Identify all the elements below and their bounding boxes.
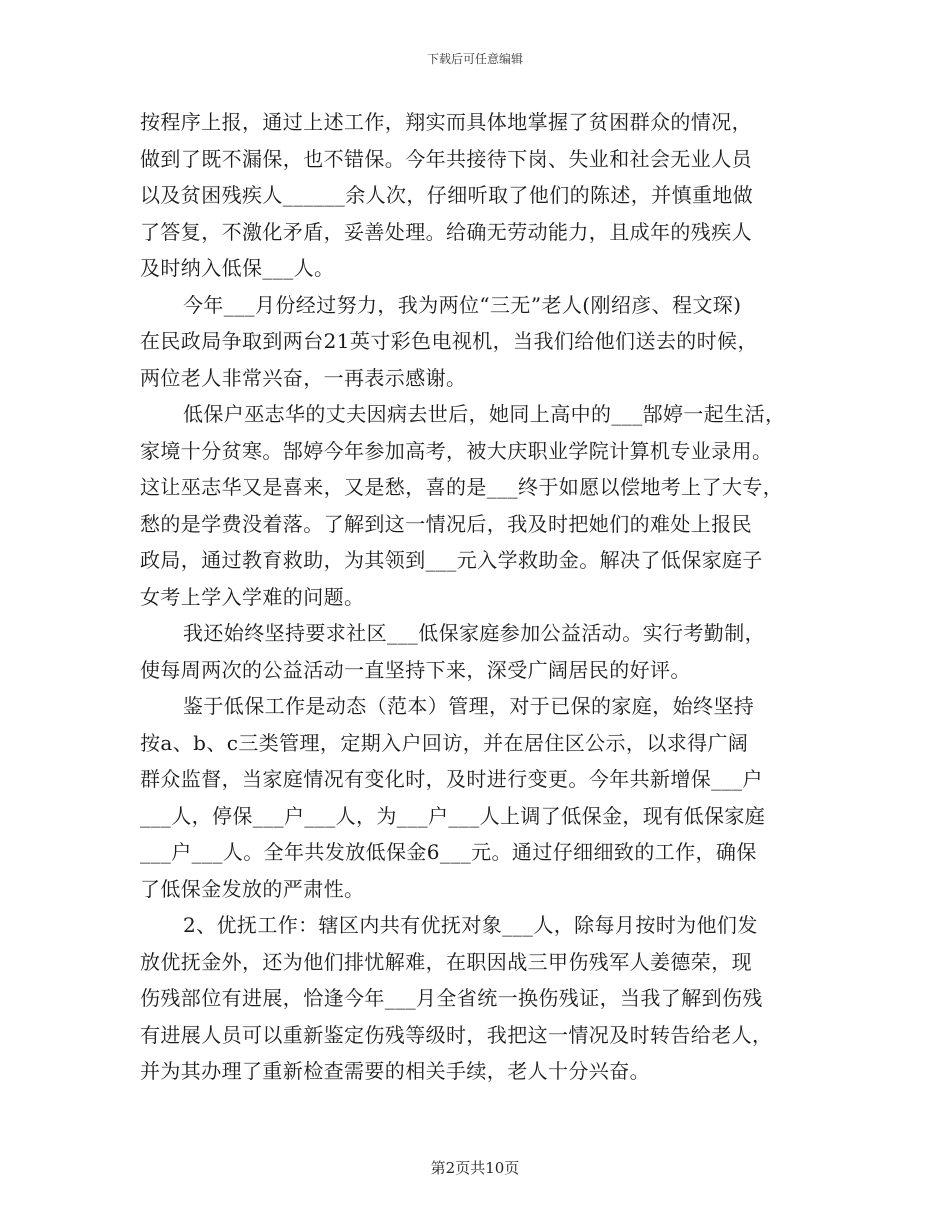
text-line: 群众监督，当家庭情况有变化时，及时进行变更。今年共新增保___户 — [140, 767, 763, 791]
text-line: 今年___月份经过努力，我为两位“三无”老人(刚绍彦、程文琛) — [183, 292, 742, 317]
text-line: 鉴于低保工作是动态（范本）管理，对于已保的家庭，始终坚持 — [183, 694, 755, 718]
text-line: 这让巫志华又是喜来，又是愁，喜的是___终于如愿以偿地考上了大专， — [140, 475, 784, 499]
text-line: 愁的是学费没着落。了解到这一情况后，我及时把她们的难处上报民 — [140, 511, 752, 536]
text-line: 在民政局争取到两台21英寸彩色电视机，当我们给他们送去的时候， — [140, 329, 758, 353]
text-line: 伤残部位有进展，恰逢今年___月全省统一换伤残证，当我了解到伤残 — [140, 986, 763, 1010]
text-line: 2、优抚工作：辖区内共有优抚对象___人，除每月按时为他们发 — [183, 913, 758, 937]
text-line: 放优抚金外，还为他们排忧解难，在职因战三甲伤残军人姜德荣，现 — [140, 949, 752, 974]
text-line: 了低保金发放的严肃性。 — [140, 876, 365, 901]
page-header: 下载后可任意编辑 — [426, 52, 523, 66]
body-text — [140, 104, 830, 1090]
text-line: 女考上学入学难的问题。 — [140, 584, 365, 609]
text-line: 了答复，不激化矛盾，妥善处理。给确无劳动能力，且成年的残疾人 — [140, 219, 752, 244]
text-line: 有进展人员可以重新鉴定伤残等级时，我把这一情况及时转告给老人， — [140, 1022, 773, 1047]
text-line: 做到了既不漏保，也不错保。今年共接待下岗、失业和社会无业人员 — [140, 146, 752, 171]
text-line: 两位老人非常兴奋，一再表示感谢。 — [140, 365, 467, 390]
text-line: ___人，停保___户___人，为___户___人上调了低保金，现有低保家庭 — [140, 803, 766, 828]
text-line: 我还始终坚持要求社区___低保家庭参加公益活动。实行考勤制， — [183, 621, 765, 645]
text-line: 并为其办理了重新检查需要的相关手续，老人十分兴奋。 — [140, 1059, 650, 1083]
text-line: ___户___人。全年共发放低保金6___元。通过仔细细致的工作，确保 — [140, 840, 757, 864]
text-line: 低保户巫志华的丈夫因病去世后，她同上高中的___郜婷一起生活， — [183, 402, 786, 426]
text-line: 使每周两次的公益活动一直坚持下来，深受广阔居民的好评。 — [140, 657, 691, 682]
text-line: 家境十分贫寒。郜婷今年参加高考，被大庆职业学院计算机专业录用。 — [140, 438, 773, 463]
text-line: 按程序上报，通过上述工作，翔实而具体地掌握了贫困群众的情况， — [140, 110, 752, 134]
page-footer: 第2页共10页 — [430, 1159, 520, 1177]
text-line: 及时纳入低保___人。 — [140, 256, 335, 280]
text-line: 以及贫困残疾人______余人次，仔细听取了他们的陈述，并慎重地做 — [140, 183, 754, 207]
text-line: 按a、b、c三类管理，定期入户回访，并在居住区公示，以求得广阔 — [140, 730, 749, 755]
text-line: 政局，通过教育救助，为其领到___元入学救助金。解决了低保家庭子 — [140, 548, 763, 572]
